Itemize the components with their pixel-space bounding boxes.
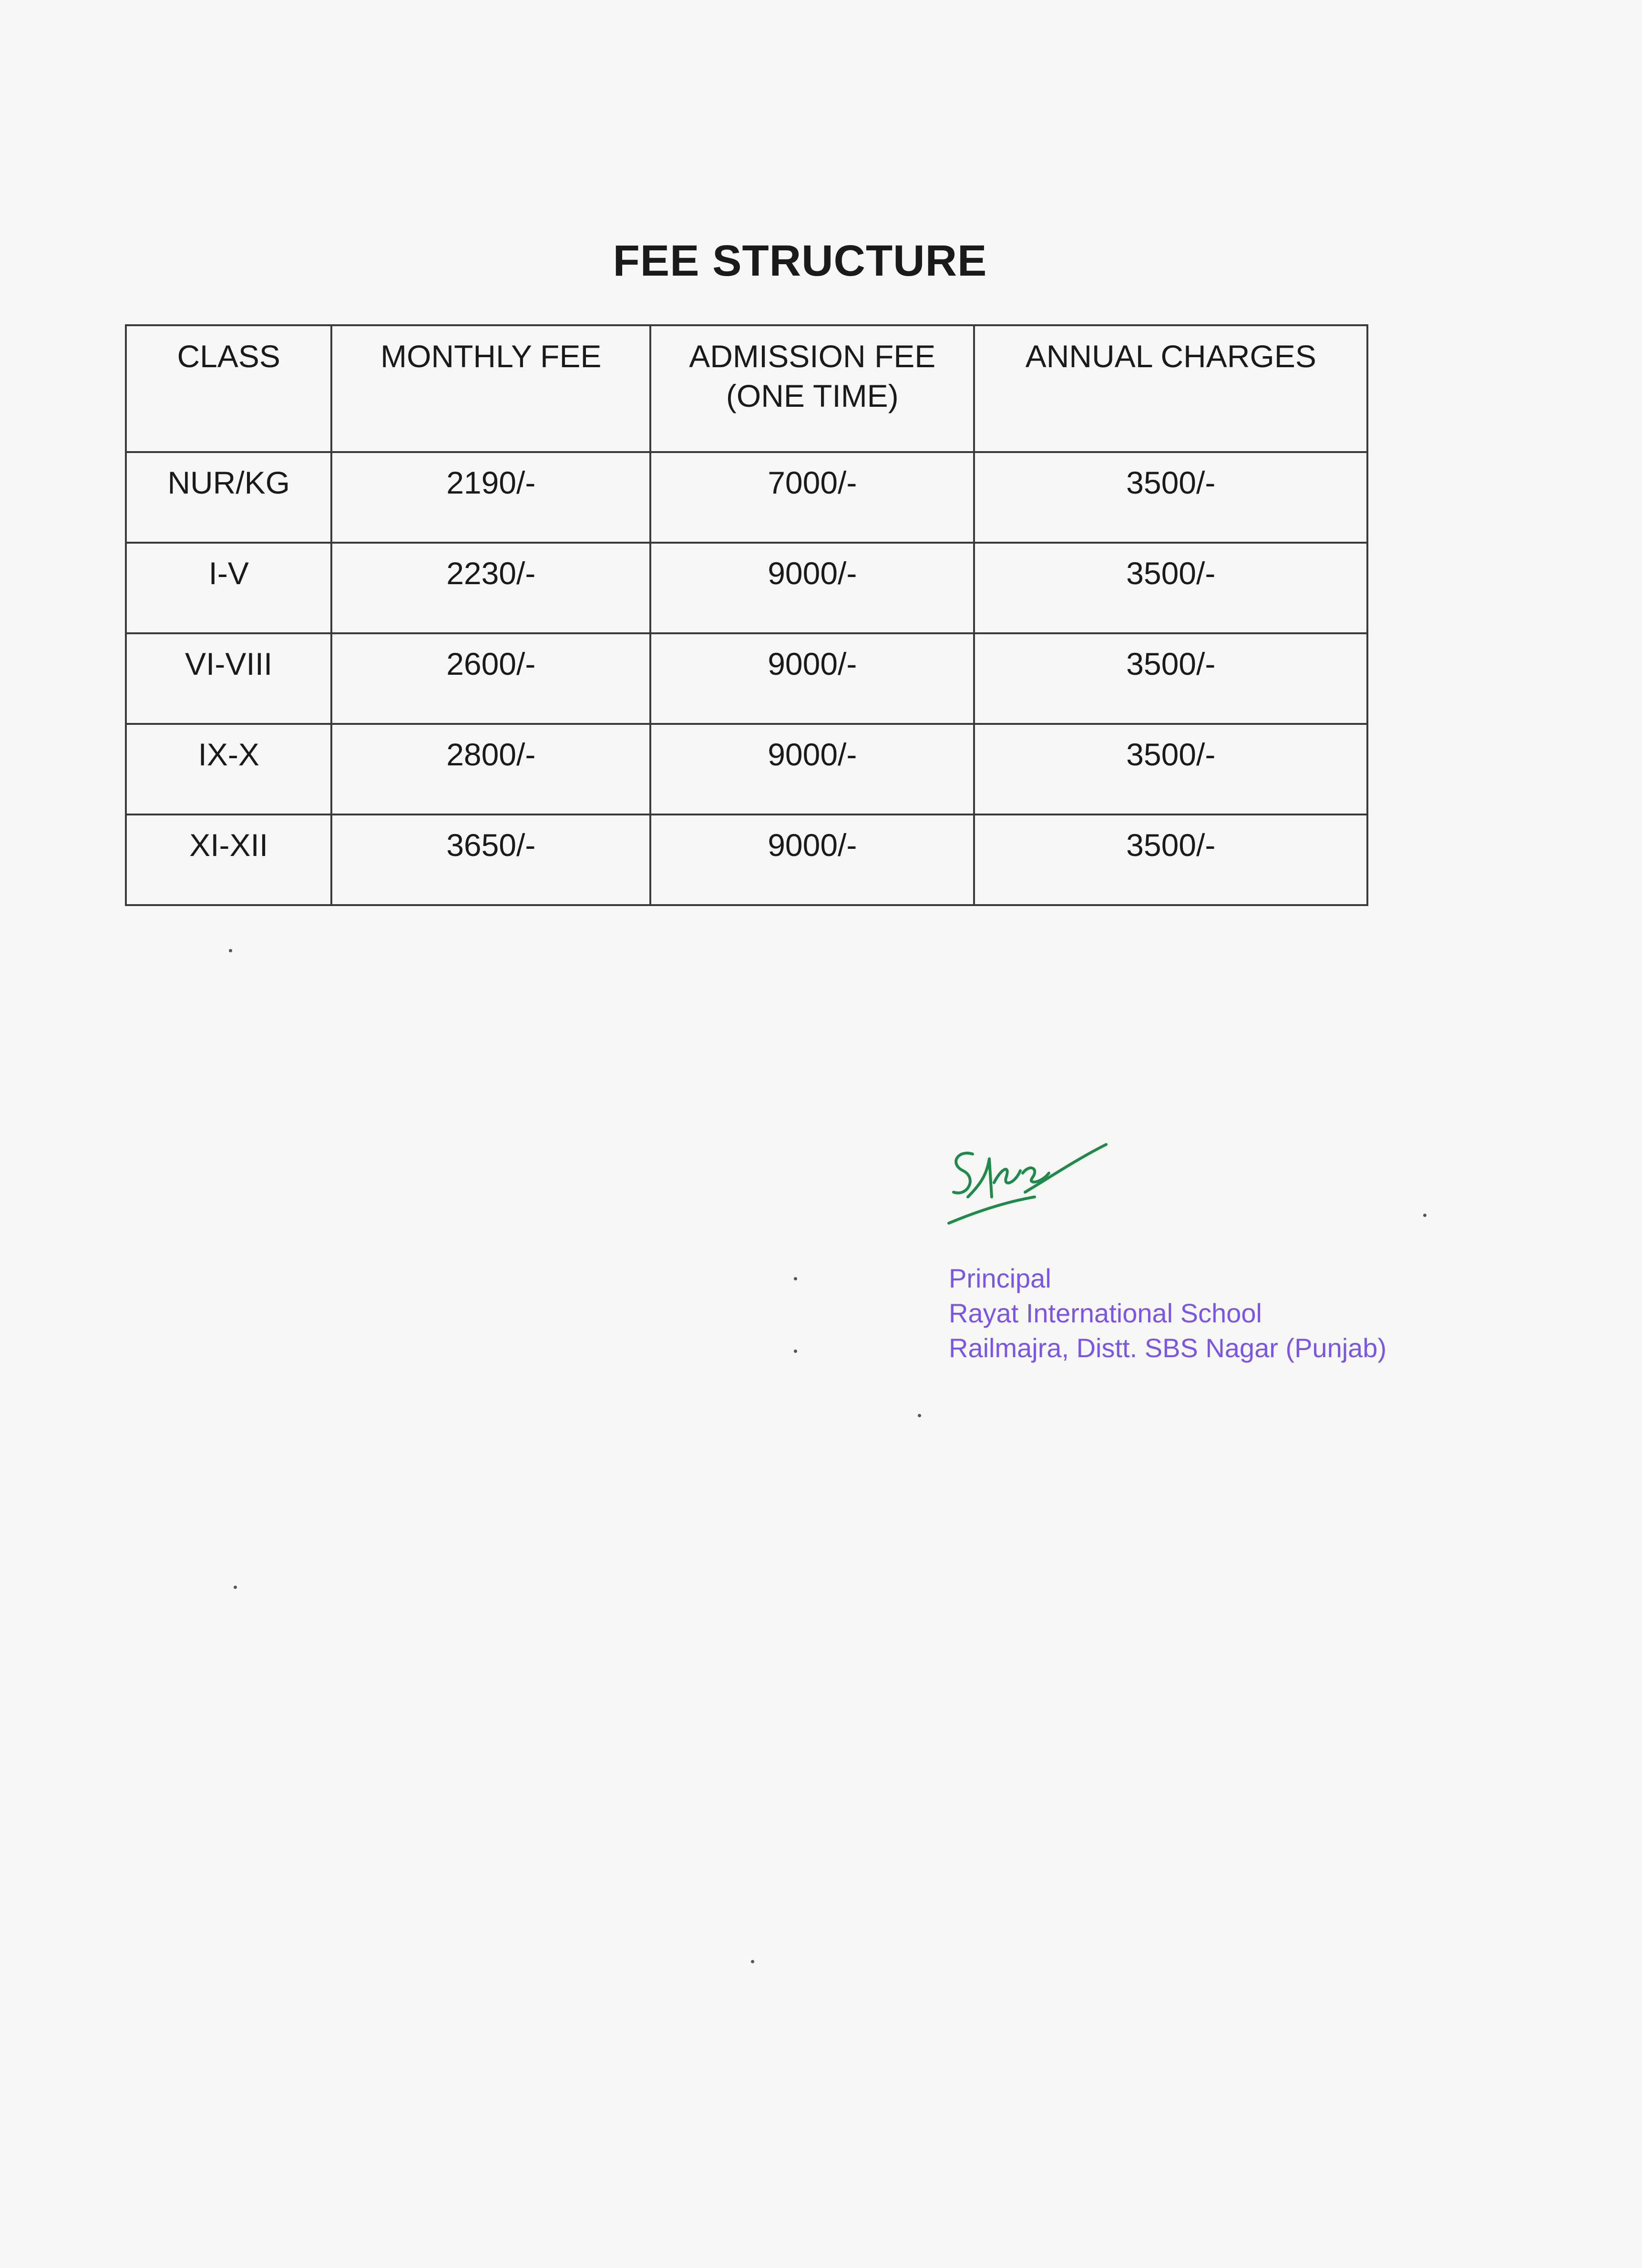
cell-annual-charges: 3500/- bbox=[974, 633, 1367, 724]
cell-class: VI-VIII bbox=[126, 633, 331, 724]
cell-annual-charges: 3500/- bbox=[974, 724, 1367, 814]
cell-class: NUR/KG bbox=[126, 452, 331, 543]
table-row bbox=[126, 452, 1367, 543]
column-header-admission-fee bbox=[650, 325, 974, 452]
fee-table bbox=[125, 324, 1368, 906]
column-header-monthly-fee: MONTHLY FEE bbox=[331, 325, 650, 452]
page-title: FEE STRUCTURE bbox=[613, 237, 987, 285]
cell-monthly-fee: 3650/- bbox=[331, 814, 650, 905]
stamp-address: Railmajra, Distt. SBS Nagar (Punjab) bbox=[949, 1332, 1387, 1363]
cell-monthly-fee: 2800/- bbox=[331, 724, 650, 814]
cell-monthly-fee: 2190/- bbox=[331, 452, 650, 543]
cell-annual-charges: 3500/- bbox=[974, 814, 1367, 905]
stamp-title: Principal bbox=[949, 1263, 1051, 1293]
admission-header-text: ADMISSION FEE (ONE TIME) bbox=[689, 339, 936, 413]
cell-admission-fee: 7000/- bbox=[650, 452, 974, 543]
cell-monthly-fee: 2600/- bbox=[331, 633, 650, 724]
scan-speck bbox=[918, 1414, 921, 1417]
cell-admission-fee: 9000/- bbox=[650, 724, 974, 814]
cell-admission-fee: 9000/- bbox=[650, 633, 974, 724]
table-row bbox=[126, 633, 1367, 724]
cell-admission-fee: 9000/- bbox=[650, 814, 974, 905]
principal-stamp bbox=[949, 1261, 1386, 1365]
cell-admission-fee: 9000/- bbox=[650, 543, 974, 633]
cell-annual-charges: 3500/- bbox=[974, 543, 1367, 633]
scan-speck bbox=[229, 949, 232, 952]
scan-speck bbox=[794, 1350, 797, 1353]
column-header-class: CLASS bbox=[126, 325, 331, 452]
cell-annual-charges: 3500/- bbox=[974, 452, 1367, 543]
column-header-annual-charges: ANNUAL CHARGES bbox=[974, 325, 1367, 452]
scan-speck bbox=[234, 1586, 237, 1589]
cell-class: IX-X bbox=[126, 724, 331, 814]
scan-speck bbox=[751, 1960, 754, 1963]
table-row bbox=[126, 724, 1367, 814]
scan-speck bbox=[794, 1277, 797, 1280]
stamp-school-name: Rayat International School bbox=[949, 1298, 1262, 1328]
principal-signature bbox=[939, 1125, 1120, 1240]
cell-monthly-fee: 2230/- bbox=[331, 543, 650, 633]
table-row bbox=[126, 814, 1367, 905]
scan-speck bbox=[1423, 1214, 1426, 1217]
signature-stroke bbox=[949, 1144, 1106, 1223]
cell-class: I-V bbox=[126, 543, 331, 633]
table-header-row bbox=[126, 325, 1367, 452]
table-row bbox=[126, 543, 1367, 633]
cell-class: XI-XII bbox=[126, 814, 331, 905]
